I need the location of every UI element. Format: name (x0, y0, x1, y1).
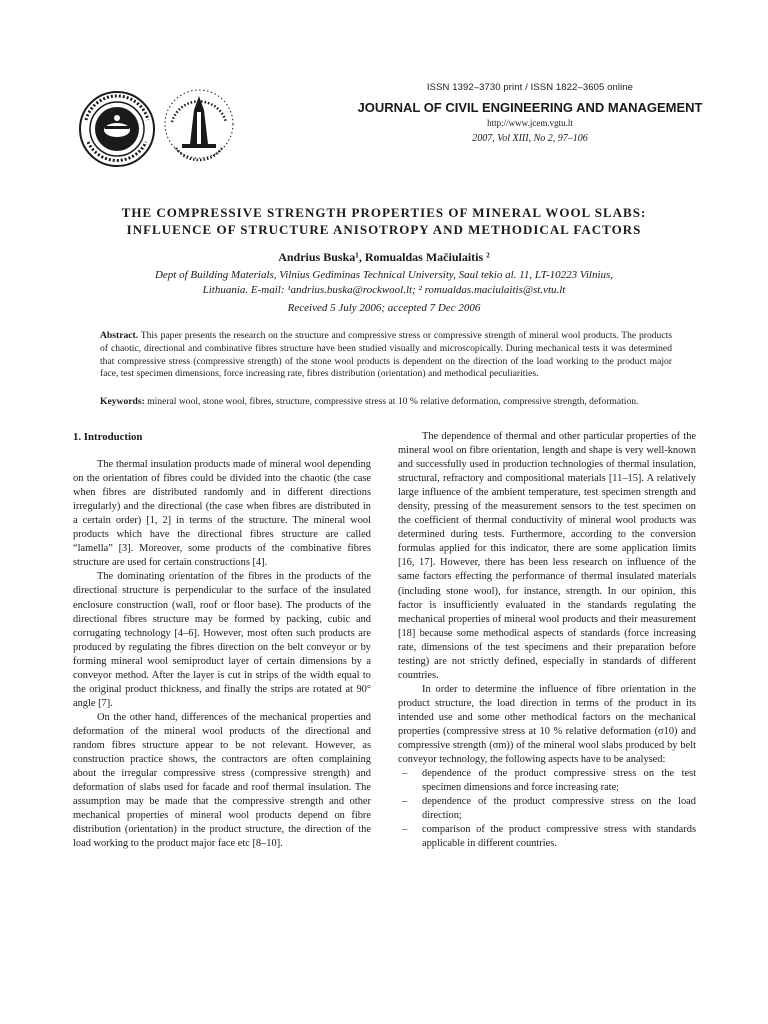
dash-bullet: – (402, 824, 408, 836)
received-dates: Received 5 July 2006; accepted 7 Dec 2006 (287, 302, 481, 314)
keywords (100, 396, 672, 409)
paragraph: The dominating orientation of the fibres in the products of the directional structure is perpendicular to the surface of the insulated enclosure construction (wall, roof or floor base). The products of the directional fibres structure may be formed by packing, cubic and corrugating technology [4–6]. However, most often such products are produced by regulating the fibres direction on the belt conveyor or by forming mineral wool semiproduct layer of certain dimensions by a conveyor method. After the layer is cut in strips of the width equal to the original product thickness, and finally the strips are rotated at 90° angle [7]. (73, 571, 371, 709)
list-item-text: dependence of the product compressive stress on the load direction; (422, 796, 696, 822)
paper-title (70, 204, 698, 238)
affiliation-line-1: Dept of Building Materials, Vilnius Gediminas Technical University, Saul tekio al. 11, LT-10223 Vilnius, (154, 269, 614, 281)
authors: Andrius Buska¹, Romualdas Mačiulaitis ² (278, 250, 490, 264)
affiliation (70, 268, 698, 298)
list-item-text: comparison of the product compressive stress with standards applicable in different countries. (422, 824, 696, 850)
keywords-text: mineral wool, stone wool, fibres, structure, compressive stress at 10 % relative deformation, compressive strength, deformation. (144, 396, 639, 407)
journal-header (0, 0, 768, 190)
paragraph: On the other hand, differences of the mechanical properties and deformation of the mineral wool products of the directional and random fibres structure appear to be not relevant. However, as construction practice shows, the contractors are often complaining about the irregular compressive stress (compressive strength) and deformation of slabs used for facade and roof thermal insulation. The assumption may be made that the compressive strength and other mechanical properties of mineral wool products depend on fibre distribution (orientation) in the product structure, the direction of the load working to the product major face etc [8–10]. (73, 711, 371, 850)
abstract (100, 330, 672, 381)
vgtu-seal-logo (78, 90, 156, 168)
list-item-text: dependence of the product compressive stress on the test specimen dimensions and force increasing rate; (422, 768, 696, 794)
journal-name: JOURNAL OF CIVIL ENGINEERING AND MANAGEMENT (357, 100, 703, 115)
paragraph: The dependence of thermal and other particular properties of the mineral wool on fibre orientation, length and shape is very well-known and successfully used in production technologies of thermal insulation, structural, refractory and compositional materials [11–15]. A relatively large influence of the ambient temperature, test specimen strength and density, pressing of the measurement sensors to the test specimen on the coefficient of thermal conductivity of mineral wool products was determined during tests. Furthermore, according to the conversion formulas applied for this indicator, there are some application limits [16, 17]. However, there has been less research on influence of the same factors effecting the performance of thermal insulated materials (including stone wool), for instance, strength. In our opinion, this factor is insufficiently evaluated in the standards regulating the mechanical properties of mineral wool products and their measurement [18] because some methodical aspects of standards (force increasing rate, dimensions of the test specimens and their preparation before testing) are not strictly defined, especially in standards of different countries. (398, 431, 696, 681)
title-line-2: INFLUENCE OF STRUCTURE ANISOTROPY AND METHODICAL FACTORS (126, 222, 642, 237)
list-item (398, 767, 696, 795)
list-item (398, 823, 696, 851)
left-column (73, 430, 371, 851)
abstract-text: This paper presents the research on the structure and compressive stress or compressive strength of mineral wool products. The products of chaotic, directional and combinative fibres structure have been studied visually and microscopically. During mechanical tests it was determined that compressive stress (compressive strength) of the stone wool products is dependent on the direction of the load working to the product major face, test specimen dimensions, force increasing rate, fibres distribution (orientation) and methodical peculiarities. (100, 330, 672, 380)
affiliation-line-2: Lithuania. E-mail: ¹andrius.buska@rockwool.lt; ² romualdas.maciulaitis@st.vtu.lt (202, 284, 566, 296)
lithuaniae-academia-scientiarum-logo (160, 82, 238, 166)
journal-url: http://www.jcem.vgtu.lt (487, 118, 573, 128)
section-heading-introduction: 1. Introduction (73, 431, 143, 443)
title-line-1: THE COMPRESSIVE STRENGTH PROPERTIES OF MINERAL WOOL SLABS: (121, 205, 647, 220)
right-column (398, 430, 696, 851)
abstract-label: Abstract. (100, 330, 139, 341)
paragraph: In order to determine the influence of fibre orientation in the product structure, the load direction in terms of the product in its intended use and some other methodical factors on the mechanical properties (compressive stress at 10 % relative deformation (σ10) and compressive strength (σm)) of the mineral wool slabs produced by belt conveyor technology, the following aspects have to be analysed: (398, 683, 696, 766)
dash-bullet: – (402, 796, 408, 808)
paragraph: The thermal insulation products made of mineral wool depending on the orientation of fibres could be divided into the chaotic (the case when fibres are distributed randomly and in different directions irregularly) and the directional (the case when fibres are distributed in a certain order) [1, 2] in terms of the structure. The mineral wool products which have the directional fibres structure are called “lamella” [3]. Moreover, some products of the combinative fibres structure are used for certain constructions [4]. (73, 459, 371, 569)
keywords-label: Keywords: (100, 396, 145, 407)
volume-info: 2007, Vol XIII, No 2, 97–106 (472, 133, 588, 144)
aspects-list (398, 767, 696, 851)
list-item (398, 795, 696, 823)
issn-line: ISSN 1392–3730 print / ISSN 1822–3605 online (426, 82, 634, 93)
dash-bullet: – (402, 768, 408, 780)
